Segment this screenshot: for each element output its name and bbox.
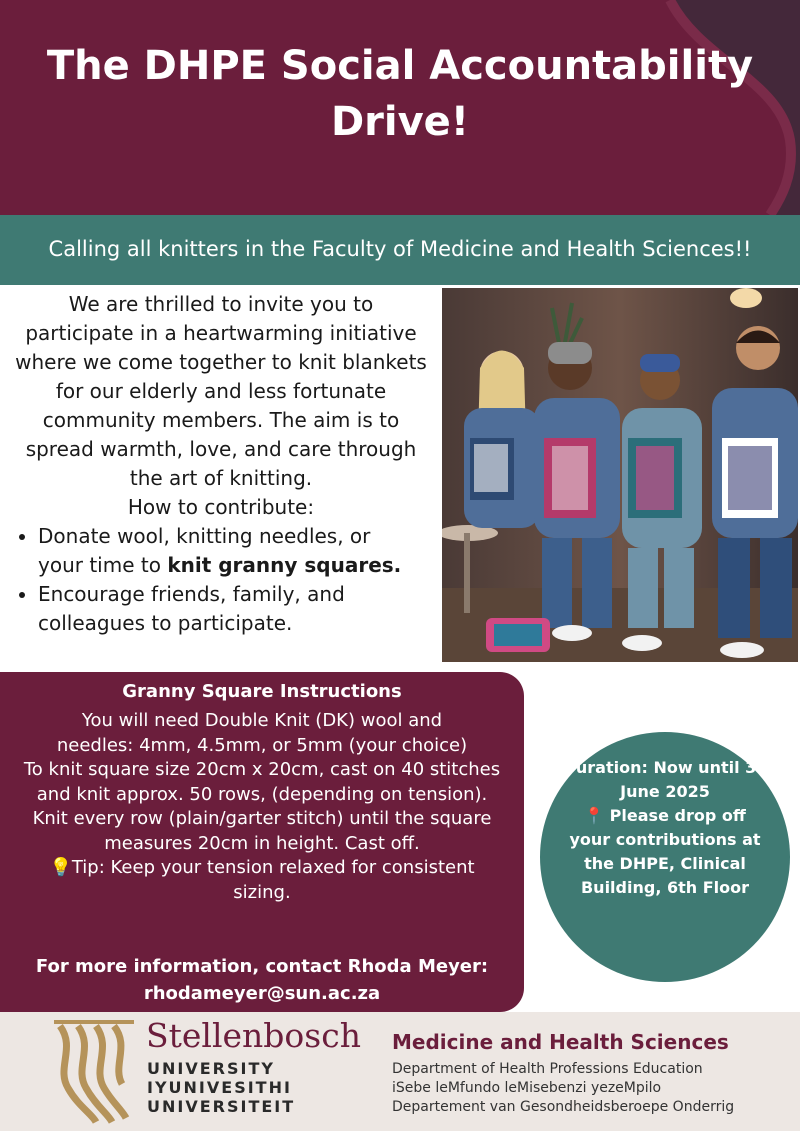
department-names: Department of Health Professions Education iSebe leMfundo leMisebenzi yezeMpilo Departement van Gesondheidsberoepe Onderrig	[392, 1061, 735, 1115]
intro-line: the art of knitting.	[129, 466, 313, 490]
lightbulb-icon: 💡	[49, 857, 72, 878]
duration-line: your contributions at	[569, 830, 761, 849]
page-title	[0, 38, 800, 150]
intro-line: We are thrilled to invite you to	[68, 292, 374, 316]
pin-icon: 📍	[584, 806, 605, 825]
call-banner-text: Calling all knitters in the Faculty of Medicine and Health Sciences!!	[48, 237, 752, 261]
contribute-list	[0, 522, 442, 638]
intro-line: where we come together to knit blankets	[15, 350, 427, 374]
title-line-1: The DHPE Social Accountability	[46, 43, 754, 89]
how-to-contribute-heading: How to contribute:	[127, 495, 315, 519]
header-banner	[0, 0, 800, 215]
granny-squares-emphasis: knit granny squares.	[167, 553, 402, 577]
intro-section	[0, 290, 442, 638]
intro-paragraph	[0, 290, 442, 493]
call-banner	[0, 215, 800, 285]
duration-line: Building, 6th Floor	[580, 878, 749, 897]
stellenbosch-logo-icon	[52, 1018, 136, 1124]
intro-line: participate in a heartwarming initiative	[25, 321, 417, 345]
title-line-2: Drive!	[330, 99, 470, 145]
instruction-line: measures 20cm in height. Cast off.	[104, 832, 420, 854]
duration-line: Duration: Now until 30	[562, 758, 768, 777]
knitters-photo	[442, 288, 798, 662]
instructions-body	[0, 709, 524, 905]
instruction-line: and knit approx. 50 rows, (depending on tension).	[36, 783, 488, 805]
instruction-line: Knit every row (plain/garter stitch) until the square	[32, 808, 492, 829]
duration-circle	[540, 732, 790, 982]
intro-line: for our elderly and less fortunate	[55, 379, 387, 403]
tip-line-2: sizing.	[233, 881, 291, 903]
instruction-line: needles: 4mm, 4.5mm, or 5mm (your choice)	[56, 734, 468, 756]
contact-info	[0, 953, 524, 1007]
contact-email: rhodameyer@sun.ac.za	[143, 983, 381, 1004]
faculty-name: Medicine and Health Sciences	[392, 1030, 729, 1054]
instructions-heading: Granny Square Instructions	[122, 681, 402, 702]
university-name: Stellenbosch	[146, 1016, 361, 1055]
instruction-line: You will need Double Knit (DK) wool and	[81, 710, 443, 731]
duration-line: the DHPE, Clinical	[584, 854, 746, 873]
duration-line: June 2025	[620, 782, 710, 801]
list-item: • Encourage friends, family, and colleagues to participate.	[38, 580, 442, 638]
list-item: • Donate wool, knitting needles, or your time to knit granny squares.	[38, 522, 442, 580]
dropoff-line: 📍 Please drop off	[584, 806, 746, 825]
intro-line: spread warmth, love, and care through	[25, 437, 417, 461]
instruction-line: To knit square size 20cm x 20cm, cast on 40 stitches	[23, 759, 501, 780]
intro-line: community members. The aim is to	[42, 408, 400, 432]
university-names-multilingual: UNIVERSITY IYUNIVESITHI UNIVERSITEIT	[147, 1059, 296, 1116]
tip-line: 💡Tip: Keep your tension relaxed for consistent	[49, 857, 475, 878]
contact-line: For more information, contact Rhoda Meyer:	[35, 956, 489, 977]
